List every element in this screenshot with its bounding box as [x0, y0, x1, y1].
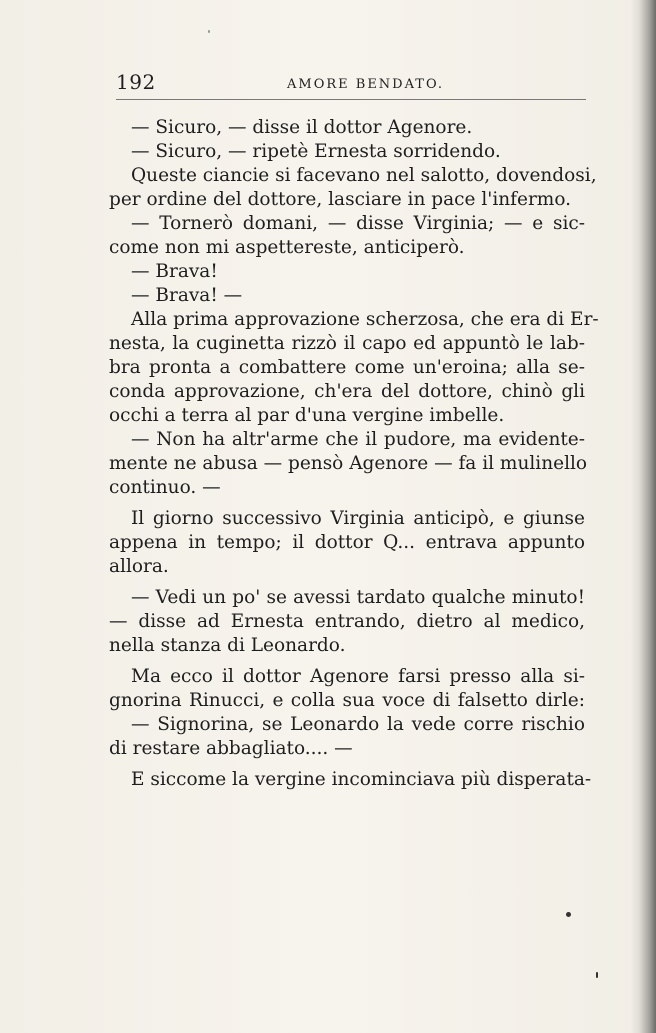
text-line: — Brava! — — [131, 285, 243, 306]
text-line: — disse ad Ernesta entrando, dietro al medico, — [109, 611, 585, 632]
text-line: appena in tempo; il dottor Q... entrava appunto — [109, 532, 585, 553]
text-line: E siccome la vergine incominciava più disperata- — [131, 769, 592, 790]
text-line: — Non ha altr'arme che il pudore, ma evidente- — [131, 429, 585, 450]
text-line: Il giorno successivo Virginia anticipò, e giunse — [131, 508, 585, 529]
text-line: — Brava! — [131, 261, 218, 282]
text-line: — Sicuro, — ripetè Ernesta sorridendo. — [131, 141, 501, 162]
text-line: bra pronta a combattere come un'eroina; alla se- — [109, 357, 585, 378]
text-line: come non mi aspettereste, anticiperò. — [109, 237, 465, 258]
text-line: — Tornerò domani, — disse Virginia; — e sic- — [131, 213, 585, 234]
paragraph-gap — [109, 658, 585, 665]
text-line: — Sicuro, — disse il dottor Agenore. — [131, 117, 473, 138]
text-line: per ordine del dottore, lasciare in pace l'infermo. — [109, 189, 572, 210]
header-rule — [116, 99, 586, 100]
text-line: Ma ecco il dottor Agenore farsi presso alla si- — [131, 666, 585, 687]
ink-speck — [208, 30, 210, 33]
text-line: di restare abbagliato.... — — [109, 738, 353, 759]
text-line: Queste ciancie si facevano nel salotto, dovendosi, — [131, 165, 597, 186]
paragraph-gap — [109, 761, 585, 768]
paragraph-gap — [109, 579, 585, 586]
body-text — [109, 116, 599, 792]
text-line: continuo. — — [109, 477, 221, 498]
text-line: nella stanza di Leonardo. — [109, 635, 346, 656]
text-line: nesta, la cuginetta rizzò il capo ed appuntò le lab- — [109, 333, 585, 354]
ink-speck — [596, 972, 598, 978]
page-number: 192 — [116, 70, 156, 94]
ink-speck — [566, 912, 571, 917]
running-title: AMORE BENDATO. — [287, 77, 444, 92]
text-line: Alla prima approvazione scherzosa, che era di Er- — [131, 309, 599, 330]
page-header — [116, 70, 586, 100]
paragraph-gap — [109, 500, 585, 507]
page-edge-shadow — [630, 0, 656, 1033]
text-line: occhi a terra al par d'una vergine imbelle. — [109, 405, 505, 426]
text-line: mente ne abusa — pensò Agenore — fa il mulinello — [109, 453, 588, 474]
text-line: — Vedi un po' se avessi tardato qualche minuto! — [131, 587, 585, 608]
text-line: — Signorina, se Leonardo la vede corre rischio — [131, 714, 585, 735]
text-line: conda approvazione, ch'era del dottore, chinò gli — [109, 381, 585, 402]
text-line: allora. — [109, 556, 169, 577]
text-line: gnorina Rinucci, e colla sua voce di falsetto dirle: — [109, 690, 585, 711]
